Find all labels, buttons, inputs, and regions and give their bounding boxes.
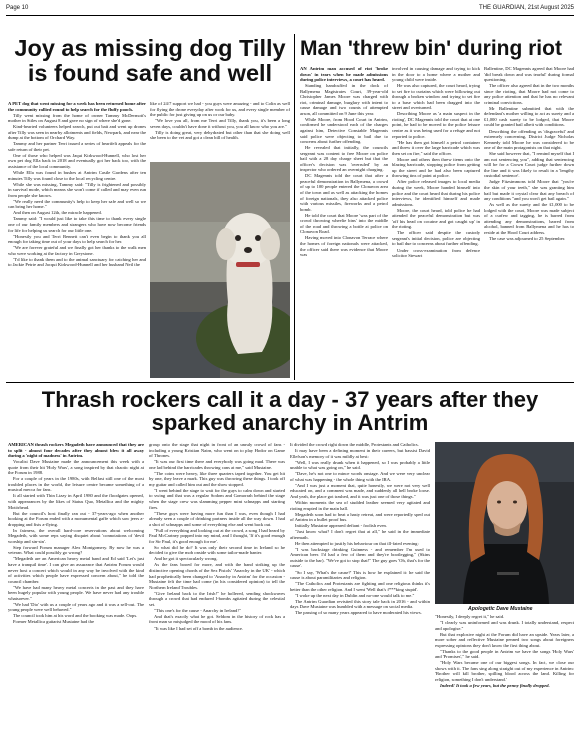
riot-paragraph: He told the court that Moore 'was part of the crowd throwing wheelie bins' into the middle of the road and throwing a bottle at police on Clonavon Road.: [300, 212, 388, 235]
riot-paragraph: involved in causing damage and trying to kick in the door to a home where a mother and young child were inside.: [392, 66, 480, 83]
thrash-paragraph: "Dave, he's not one to mince words onstage. And we were very unclear of what was happening - the whole thing with the IRA.: [290, 471, 430, 482]
thrash-paragraph: "Well, I was really drunk when it happened, so I was probably a little unable to what was going on," he said.: [290, 459, 430, 471]
thrash-paragraph: And he got it spectacularly wrong.: [154, 556, 218, 562]
thrash-paragraph: "We had 'Dio' with us a couple of years ago and it was a sell-out. The young people were well behaved.": [8, 601, 144, 613]
thrash-paragraph: Within moments the sea of studded leather seemed very agitated and rioting erupted in the main hall.: [290, 499, 430, 511]
thrash-paragraph: It all started with Thin Lizzy in April 1980 and the floodgates opened, with appearances by the likes of Status Quo, Metallica and the mighty Motörhead.: [8, 493, 144, 510]
riot-paragraph: Ballentine, DC Magennis agreed that Moore had 'did break down and was tearful' during formal questioning.: [484, 66, 574, 83]
riot-paragraph: "He has then got himself a petrol container and threw it over the large barricade which was then set on fire," said the officer.: [392, 139, 480, 156]
page-header: [6, 3, 574, 16]
thrash-paragraph: The Antrim Guardian revisited this story tale back in 2016 - and within days Dave Mustaine was humbled with a message on social media.: [290, 598, 430, 610]
thrash-paragraph: It may have been a defining moment in their careers, but bassist David Ellefson's memory of it was mildly at best:: [290, 448, 430, 459]
thrash-paragraph: But that explosive night at the Forum did have an upside. Years later, a more sober and reflective Mustaine penned two songs about foreigners expressing opinions they don't know the first thing about.: [435, 631, 574, 648]
dog-paragraph: like of 24/7 support we had - you guys were amazing - and to Colin as well for flying the drone everyday after work for us, and every single member of the public for just giving up on us or our baby.: [150, 101, 290, 118]
riot-headline: Man 'threw bin' during riot: [300, 37, 562, 60]
riot-paragraph: She said however that, "I remind myself that I am not sentencing you", adding that sentencing will be for a Crown Court judge further down the line and it was likely to result in a 'lengthy custodial sentence'.: [484, 151, 574, 179]
page-number: Page 10: [6, 5, 29, 11]
thrash-paragraph: "Holy Wars became one of our biggest songs. In fact, we close our shows with it. The fans sing along straight out of my experience in Antrim: 'Brother will kill brother, spilling blood across the land. Killing for religion, something I don't understand.': [435, 660, 574, 683]
riot-paragraph: Moore and others then threw items onto the blazing barricade, stopping police from getting up the street and he had also been captured throwing tins of paint at police.: [392, 156, 480, 179]
riot-paragraph: Under cross-examination from defence solicitor Stewart: [392, 247, 480, 259]
mustaine-photo: [435, 442, 574, 604]
thrash-paragraph: Step forward Forum manager Alex Montgomery. By now he was a veteran. What could possibly go wrong?: [8, 544, 144, 556]
dog-paragraph: "We love you all, from me Terri and Tilly, thank you, it's been a long seven days, couldn't have done it without you, you all know who you are.": [150, 118, 290, 129]
thrash-paragraph: "I clearly was uninformed and was drunk. I totally understand, respect and apologise.": [435, 620, 574, 631]
dog-photo: [150, 162, 290, 378]
thrash-paragraph: The council took him at his word and the booking was made. Oops.: [13, 613, 138, 619]
dog-paragraph: "Honestly you and Terri Bennett can't even begin to thank you all enough for taking time out of your days to help search for her.: [8, 233, 146, 245]
riot-paragraph: DC Magennis told the court that after a peaceful demonstration in Ballymena, a crowd of up to 100 people entered the Clonavon area of the town and as well as attacking the homes of foreign nationals, they also attacked police with various missiles, fireworks and a petrol bomb.: [300, 173, 388, 212]
thrash-paragraph: He then attempted to justify his behaviour on that ill-fated evening:: [295, 540, 419, 546]
riot-column-1: [300, 66, 388, 378]
thrash-column-3: [290, 442, 430, 734]
dog-paragraph: And then on August 12th, the miracle happened.: [13, 210, 102, 216]
riot-paragraph: The case was adjourned to 25 September.: [489, 235, 566, 241]
riot-standfirst: AN Antrim man accused of riot 'broke down' in tears when he made admissions during police interviews, a court has heard.: [300, 66, 388, 83]
riot-paragraph: As well as the surety and the £1,000 to be lodged with the court, Moore was made subject of a curfew and tagging, he is barred from attending any demonstrations, barred from alcohol, banned from Ballymena and he has to reside at the Hood Court address.: [484, 202, 574, 235]
thrash-paragraph: "And I was just a moment that, quite honestly, we were not very well educated on, and a comment was made, and suddenly all hell broke loose. And yeah, the place got trashed, and it was just one of those things.": [290, 482, 430, 499]
thrash-paragraph: Megadeth soon had to beat a hasty retreat, and were reportedly sped out of Antrim in a bullet proof bus.: [290, 511, 430, 523]
thrash-paragraph: "Give Ireland back to the Irish!" he hollered, sending shockwaves through a crowd that had endured I-bombs agitated during the celestial set.: [149, 590, 285, 607]
thrash-paragraph: "I woke up the next day in Dublin and no-one would talk to me.": [295, 592, 415, 598]
riot-paragraph: The officer also agreed that in the two months since the rioting, that Moore had not come to any police attention and that he has no relevant criminal convictions.: [484, 83, 574, 105]
thrash-paragraph: Former Metallica guitarist Mustaine had the: [13, 619, 95, 625]
thrash-paragraph: As the fans booed for more, and with the band striking up the distinctive opening chords of the Sex Pistols' 'Anarchy in the UK' - which had prophetically been changed to 'Anarchy in Antrim' for the occasion - Mustaine felt the time had come (in his considered opinion) to tell the Northern Ireland Troubles.: [149, 562, 285, 590]
thrash-paragraph: "The coins were heavy, like three quarters taped together. You get hit by one, they leave a mark. This guy was throwing these things. I took off my guitar and called him out and the show stopped.: [149, 470, 285, 487]
dog-paragraph: A PET dog that went missing for a week has been returned home after the community rallied round to help search for the fluffy pooch.: [8, 101, 146, 112]
dog-paragraph: "We are forever grateful and we finally got her thanks to the walk men who were working at the factory in Greystone.: [8, 245, 146, 256]
thrash-paragraph: And that's exactly what he got. Seldom in the history of rock has a front man so misjudged the mood of his fans.: [149, 613, 285, 625]
dog-paragraph: While Ella was found in bushes at Antrim Castle Gardens after ten minutes Tilly was found close to the local recycling centre.: [8, 170, 146, 181]
thrash-column-2: [149, 442, 285, 734]
photo-caption: Apologetic Dave Mustaine: [468, 606, 533, 612]
tilly-dog-image: [150, 162, 290, 378]
dog-column-2: [150, 101, 290, 159]
dave-mustaine-image: [435, 442, 574, 604]
dog-paragraph: Tammy said: "I would just like to take this time to thank every single one of our family members and strangers who have now become friends for life for helping us search for our little one.: [8, 216, 146, 233]
thrash-paragraph: "I was backstage drinking Guinness - and remember I'm used to American beer. I'd had a few of them and they're bootlegging," (Skins outside to the bar). "We've got to stop that!" The guy goes 'Oh, that's for the cause'.: [290, 546, 430, 569]
thrash-paragraph: "Just know what? I don't regret that at all," he said in the immediate aftermath.: [290, 529, 430, 540]
dog-paragraph: Kind-hearted volunteers helped search, put out bait and went up drones after Tilly was seen in nearby allotments and fields, Newpark, and near the dump at the bottom of Orchard Way.: [8, 124, 146, 141]
thrash-paragraph: "So I say, 'What's the cause?' This is how he explained it: he said the cause is about paramilitaries and religion.: [290, 569, 430, 581]
dog-paragraph: While she was missing, Tammy said: "Tilly is frightened and possibly in survival mode, which means she won't come if called and may even run from people she knows.: [8, 181, 146, 198]
riot-paragraph: Having moved into Clonavon Terrace where the homes of foreign nationals were attacked, the officer said there was evidence that Moore was: [300, 235, 388, 258]
thrash-paragraph: Vocalist Dave Mustaine made the announcement this week with a quote from their hit 'Holy Wars', a song inspired by that chaotic night at the Forum in 1988.: [8, 459, 144, 476]
riot-paragraph: After police released images to local media during the week, Moore handed himself into police and the court heard that during his police interviews, he identified himself and made admissions.: [392, 179, 480, 207]
dog-paragraph: "I'd like to thank them and to the animal sanctuary for catching her and to Jackie Petrie and Jacqui Kirkwood-Hunnell and her husband Neil the: [8, 256, 146, 268]
thrash-paragraph: "This one's for the cause - Anarchy in Ireland!": [154, 607, 241, 613]
riot-paragraph: Moore, the court heard, told police he had attended the peaceful demonstration but was 'off his head on cocaine and got caught up' in the rioting.: [392, 207, 480, 230]
dog-paragraph: Tilly is doing great, very dehydrated but other than that she doing well she been to the vet and got a clean bill of health.: [150, 129, 290, 141]
thrash-column-1: [8, 442, 144, 734]
thrash-paragraph: It divided the crowd right down the middle, Protestants and Catholics.: [290, 442, 419, 447]
dog-column-1: [8, 101, 146, 378]
thrash-paragraph: AMERICAN thrash rockers Megadeth have announced that they are to split - almost four decades after they almost blew it all away during a 'night of madness' in Antrim.: [8, 442, 144, 459]
thrash-column-4: [435, 614, 574, 734]
thrash-paragraph: "It was like I had set off a bomb in the audience.: [154, 625, 244, 631]
column-divider: [294, 34, 295, 380]
thrash-paragraph: For a couple of years in the 1980s, with Belfast still one of the most troubled places in the world, the leisure centre became something of a musical mecca for fans.: [8, 476, 144, 493]
thrash-paragraph: Indeed! It took a few years, but the penny finally dropped.: [440, 683, 550, 689]
thrash-paragraph: But the council's host finally ran out - 37-years-ago when another booking at the Forum ended with a monumental gaffe which saw jeers a-dropping and fists a-flying.: [8, 510, 144, 527]
thrash-paragraph: "We have had many heavy metal concerts in the past and they have been hugely popular with young people. We have never had any trouble whatsoever.": [8, 584, 144, 601]
thrash-paragraph: Initially Mustaine appeared defiant - foolish even.: [295, 523, 387, 529]
thrash-paragraph: "It was our first time there and everybody was going mad. There was one lad behind the barricades throwing cans at me," said Mustaine.: [149, 459, 285, 470]
riot-column-3: [484, 66, 574, 378]
riot-column-2: [392, 66, 480, 378]
dog-paragraph: Tilly went missing from the home of owner Tammy McDermott's mother in Stiles on August 8 and gave no sign of where she'd gone.: [8, 112, 146, 124]
riot-paragraph: Describing the offending as 'disgraceful' and extremely concerning, District Judge Nicholas Kennedy told Moore he was considered to be one of the main protagonists on that night.: [484, 128, 574, 151]
thrash-paragraph: The passing of so many years appeared to have moderated his views.: [295, 610, 422, 616]
dog-paragraph: One of those who helped was Jaqui Kirkwood-Hunnell, who lost her own pet dog Ella back in 2018 and eventually got her back too, with the assistance of the local community.: [8, 152, 146, 170]
thrash-paragraph: "Megadeth are an American heavy metal band and Ed said 'Let's just have a tranquil time'. I can give an assurance that Antrim Forum would never host a concert which would in any way be involved with the kind of activities which people have expressed concern about," he told the council chamber.: [8, 556, 144, 584]
riot-paragraph: The officer said despite the custody sergeant's initial decision, police are objecting to bail due to concerns about further offending.: [392, 230, 480, 247]
thrash-paragraph: "These guys were having more fun than I was, even though I had already seen a couple of drinking partners inside all the way down. I had a shot of schnapps and some of everything else and went back out.: [149, 510, 285, 527]
thrash-paragraph: group onto the stage that night in front of an unruly crowd of fans - including a young Kristian Nairn, who went on to play Hodor on Game of Thrones.: [149, 442, 285, 459]
thrash-paragraph: "Thanks to the good people in Antrim we have the songs 'Holy Wars' and 'Promises'," he said.: [435, 648, 574, 660]
section-divider: [6, 382, 574, 383]
thrash-paragraph: So what did he do? It was only their second time in Ireland so he decided to give the mob onside with some tailor-made banter.: [149, 544, 285, 556]
dog-paragraph: Tammy and her partner Terri issued a series of heartfelt appeals for the safe return of their pet.: [8, 141, 146, 152]
masthead-date: THE GUARDIAN, 21st August 2025: [478, 5, 574, 11]
thrash-headline: Thrash rockers call it a day - 37 years after they sparked anarchy in Antrim: [41, 387, 539, 436]
thrash-paragraph: "Honestly, I deeply regret it," he said.: [435, 614, 505, 619]
thrash-paragraph: "The Catholics and Protestants are fighting and one religious thinks it's better than the other religion. And I went 'Well that's f***king stupid'.: [290, 581, 430, 592]
dog-paragraph: "We really need the community's help to keep her safe and well so we can bring her home.": [8, 198, 146, 210]
riot-paragraph: He revealed that initially, the councils sergeant was content to free Moore on police bail with a 28 day charge sheet but that the officer's decision was 'overruled' by an inspector who ordered an overnight charging.: [300, 145, 388, 173]
riot-paragraph: While Moore, from Hood Court in Antrim, confirmed he understood each of the charges against him, Detective Constable Magennis said police were objecting to bail due to concerns about further offending.: [300, 116, 388, 145]
riot-paragraph: Describing Moore as 'a main suspect in the rioting', DC Magennis told the court that at one point, he had to be moved to the police leisure centre as it was being used for a refuge and not reported to police.: [392, 111, 480, 139]
dog-headline: Joy as missing dog Tilly is found safe and well: [14, 35, 286, 86]
riot-paragraph: Standing handcuffed in the dock of Ballymena Magistrates Court, 39-year-old Christopher James Moore was charged with riot, criminal damage, burglary with intent to cause damage and two counts of attempted arson, all committed on 9 June this year.: [300, 83, 388, 116]
riot-paragraph: Judge Fitzsimmons told Moore that "you're the skin of your teeth," she was granting him bail but made it crystal clear that any breach of any conditions "and you won't get bail again.": [484, 179, 574, 202]
thrash-paragraph: In fairness, the overall hard-core reservations about welcoming Megadeth, with some reps saying disquiet about 'connotations of 'devil worship and sin-sin'.: [8, 527, 144, 544]
thrash-paragraph: "Full of everything and looking out at the crowd, a song I had heard by Paul McCartney popped into my mind, and I thought, 'If it's good enough for Sir Paul, it's good enough for me'.: [149, 527, 285, 544]
thrash-paragraph: "I went behind the stage to wait for the guys to calm down and started to swing and that was a regular Sodom and Gomorrah behind the stage when the stage crew was slamming pepper mint schnapps and starting fires.: [149, 487, 285, 510]
riot-paragraph: He was also captured, the court heard, trying to set fire to curtains which were billowing out through a broken window and trying to set fire to a base which had been dragged into the street and overturned.: [392, 83, 480, 111]
riot-paragraph: Mr Ballentine submitted that with the defendant's mother willing to act as surety and a £1,000 cash surety to be lodged, that Moore could be granted bail albeit with conditions.: [484, 105, 574, 128]
